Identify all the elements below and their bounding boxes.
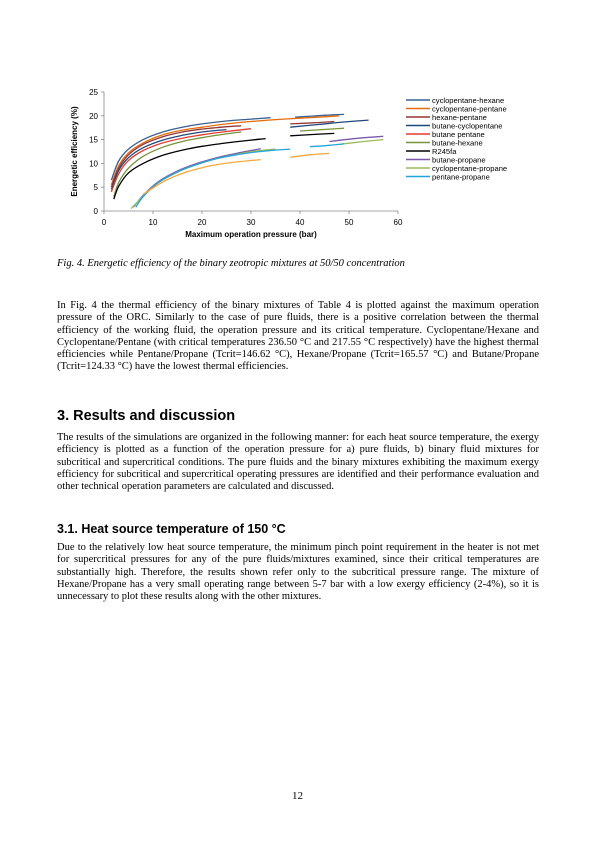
series-line — [136, 149, 290, 207]
x-tick-label: 30 — [246, 218, 256, 227]
legend-label: butane-cyclopentane — [432, 121, 503, 131]
y-tick-label: 5 — [93, 183, 98, 193]
y-axis-title: Energetic efficiency (%) — [70, 106, 79, 197]
x-axis-title: Maximum operation pressure (bar) — [185, 230, 317, 239]
figure-caption: Fig. 4. Energetic efficiency of the binary zeotropic mixtures at 50/50 concentration — [57, 258, 405, 269]
x-tick-label: 0 — [101, 218, 107, 227]
x-tick-label: 50 — [344, 218, 354, 227]
y-tick-label: 0 — [93, 207, 98, 216]
x-tick-label: 40 — [295, 218, 305, 227]
x-tick-label: 60 — [393, 218, 403, 227]
series-line — [111, 129, 251, 192]
x-tick-label: 20 — [197, 218, 207, 227]
paragraph-150c: Due to the relatively low heat source temperature, the minimum pinch point requirement in the heater is not met for supercritical pressures for any of the pure fluids/mixtures examined, since their critical temperatures are substantially high. Therefore, the results shown refer only to the subcritical pressure range. The mixture of Hexane/Propane has a very small operating range between 5-7 bar with a low exergy efficiency (2-4%), so it is unnecessary to plot these results along with the other mixtures. — [57, 542, 539, 603]
legend-label: cyclopentane-hexane — [432, 95, 505, 105]
legend-label: cyclopentane-pentane — [432, 104, 507, 114]
efficiency-chart — [60, 80, 540, 255]
series-line — [300, 128, 344, 131]
y-tick-label: 15 — [89, 135, 98, 145]
paragraph-fig4-discussion: In Fig. 4 the thermal efficiency of the binary mixtures of Table 4 is plotted against the maximum operation pressure of the ORC. Similarly to the case of pure fluids, there is a positive correlation between the thermal efficiency of the working fluid, the operation pressure and its critical temperature. Cyclopentane/Hexane and Cyclopentane/Pentane (with critical temperatures 236.50 °C and 217.55 °C respectively) have the highest thermal efficiencies while Pentane/Propane (Tcrit=146.62 °C), Hexane/Propane (Tcrit=165.57 °C) and Butane/Propane (Tcrit=124.33 °C) have the lowest thermal efficiencies. — [57, 300, 539, 373]
legend-label: R245fa — [432, 146, 457, 156]
y-tick-label: 25 — [89, 88, 98, 97]
series-line — [290, 133, 334, 135]
series-line — [290, 153, 329, 157]
legend-label: cyclopentane-propane — [432, 163, 508, 173]
x-tick-label: 10 — [148, 218, 158, 227]
legend-label: butane-propane — [432, 155, 486, 165]
legend-label: hexane-pentane — [432, 112, 487, 122]
paragraph-results-intro: The results of the simulations are organized in the following manner: for each heat source temperature, the exergy efficiency is plotted as a function of the operation pressure for a) pure fluids, b) binary fluid mixtures for subcritical and supercritical conditions. The pure fluids and the binary mixtures exhibiting the maximum exergy efficiency for subcritical and supercritical operating pressures are identified and their performance evaluation and other technical operation parameters are calculated and discussed. — [57, 432, 539, 493]
y-tick-label: 10 — [89, 159, 98, 169]
legend-label: pentane-propane — [432, 172, 490, 182]
section-heading: 3. Results and discussion — [57, 408, 236, 424]
series-line — [310, 144, 344, 147]
series-line — [339, 140, 383, 145]
series-line — [133, 149, 260, 208]
series-line — [131, 149, 276, 209]
legend-label: butane-hexane — [432, 138, 483, 148]
series-line — [143, 160, 261, 195]
y-tick-label: 20 — [89, 111, 98, 121]
legend — [406, 96, 507, 182]
page-number: 12 — [292, 790, 303, 802]
legend-label: butane pentane — [432, 129, 485, 139]
plot-lines — [111, 114, 383, 208]
subsection-heading: 3.1. Heat source temperature of 150 °C — [57, 522, 286, 536]
